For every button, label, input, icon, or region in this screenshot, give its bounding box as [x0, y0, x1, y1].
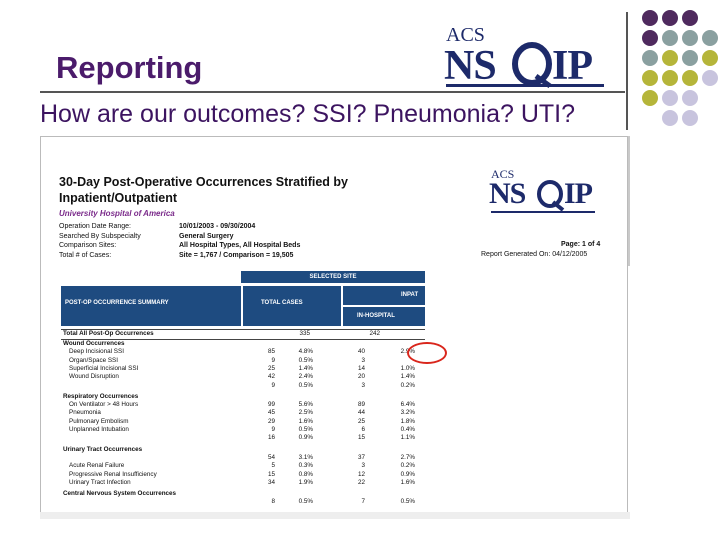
logo-q-icon	[510, 42, 554, 88]
row-inhosp-count: 7	[361, 498, 365, 506]
meta-value: Site = 1,767 / Comparison = 19,505	[179, 251, 294, 259]
meta-value: General Surgery	[179, 232, 234, 240]
dot	[642, 10, 658, 26]
row-inhosp-count: 44	[357, 409, 365, 417]
summary-header	[61, 286, 241, 326]
row-inhosp-pct: 1.8%	[400, 417, 415, 425]
report-logo-brand-left: NS	[489, 177, 526, 210]
inpat-label: INPAT	[401, 292, 419, 298]
row-label: Pneumonia	[69, 409, 101, 417]
dot	[682, 70, 698, 86]
meta-value: 10/01/2003 - 09/30/2004	[179, 223, 256, 230]
group-label: Urinary Tract Occurrences	[63, 445, 143, 453]
row-inhosp-count: 20	[357, 373, 365, 381]
row-count: 5	[271, 462, 275, 470]
group-label: Central Nervous System Occurrences	[63, 490, 177, 498]
report-nsqip-logo	[489, 165, 599, 221]
total-cases-label: TOTAL CASES	[261, 300, 303, 306]
row-label: Superficial Incisional SSI	[69, 364, 139, 372]
row-label: On Ventilator > 48 Hours	[69, 401, 139, 409]
row-inhosp-count: 22	[357, 478, 365, 486]
inhospital-header	[343, 307, 425, 326]
report-title-line1: 30-Day Post-Operative Occurrences Stratified by	[59, 175, 349, 189]
report-page: Page: 1 of 4	[561, 241, 601, 248]
table-row	[61, 434, 425, 443]
total-row-label: Total All Post-Op Occurrences	[63, 330, 154, 337]
report-logo-brand-right: IP	[564, 177, 592, 210]
dot	[682, 90, 698, 106]
row-count: 8	[271, 498, 275, 506]
row-inhosp-pct: 0.4%	[400, 426, 415, 433]
row-count: 34	[267, 478, 275, 486]
logo-brand-left: NS	[444, 43, 496, 89]
dot	[682, 110, 698, 126]
summary-header-label: POST-OP OCCURRENCE SUMMARY	[65, 300, 169, 306]
row-pct: 0.3%	[298, 462, 313, 470]
row-pct: 3.1%	[298, 453, 313, 461]
row-inhosp-count: 89	[357, 401, 365, 409]
dot	[642, 30, 658, 46]
row-pct: 2.4%	[298, 373, 313, 381]
row-inhosp-pct: 3.2%	[400, 409, 415, 417]
row-inhosp-count: 3	[361, 381, 365, 389]
meta-label: Comparison Sites:	[59, 242, 117, 249]
report-document	[40, 136, 628, 518]
inpat-header	[343, 286, 425, 305]
row-count: 99	[267, 401, 275, 409]
table-row	[61, 479, 425, 488]
row-count: 15	[267, 470, 275, 478]
total-row-total: 335	[299, 330, 310, 337]
row-pct: 0.5%	[298, 381, 313, 389]
logo-brand-right: IP	[552, 43, 592, 89]
row-inhosp-pct: 6.4%	[400, 401, 415, 409]
report-hospital: University Hospital of America	[59, 209, 175, 218]
row-pct: 0.5%	[298, 498, 313, 506]
document-footer-strip	[40, 512, 630, 519]
row-count: 54	[267, 453, 275, 461]
group-label: Wound Occurrences	[63, 340, 125, 347]
row-count: 25	[267, 364, 275, 372]
row-pct: 1.9%	[298, 478, 313, 486]
row-label: Deep Incisional SSI	[69, 348, 124, 356]
dot	[682, 30, 698, 46]
row-inhosp-count: 25	[357, 417, 365, 425]
row-label: Pulmonary Embolism	[69, 417, 129, 425]
dot	[662, 30, 678, 46]
row-label: Progressive Renal Insufficiency	[69, 470, 157, 478]
row-count: 9	[271, 356, 275, 364]
row-inhosp-count: 14	[357, 364, 365, 372]
row-count: 42	[267, 373, 275, 381]
selected-site-label: SELECTED SITE	[309, 274, 357, 280]
dot	[702, 70, 718, 86]
dot	[682, 10, 698, 26]
dot	[702, 50, 718, 66]
report-logo-acs-text: ACS	[491, 167, 515, 181]
logo-acs-text: ACS	[446, 24, 485, 46]
total-cases-header	[243, 286, 341, 326]
row-inhosp-count: 3	[361, 462, 365, 470]
dot	[702, 30, 718, 46]
dot	[662, 10, 678, 26]
nsqip-logo	[440, 20, 610, 95]
row-inhosp-pct: 0.2%	[400, 381, 415, 389]
meta-label: Total # of Cases:	[59, 251, 112, 259]
report-logo-underline	[491, 211, 595, 213]
row-count: 85	[267, 348, 275, 356]
report-generated: Report Generated On: 04/12/2005	[481, 251, 588, 258]
row-inhosp-pct: 1.1%	[400, 434, 415, 442]
selected-site-band	[241, 271, 425, 283]
dot	[682, 50, 698, 66]
meta-value: All Hospital Types, All Hospital Beds	[179, 242, 301, 249]
row-label: Acute Renal Failure	[69, 462, 125, 470]
row-inhosp-pct: 1.4%	[400, 373, 415, 381]
row-pct: 1.4%	[298, 364, 313, 372]
row-count: 45	[267, 409, 275, 417]
slide-title: Reporting	[56, 50, 203, 85]
row-inhosp-pct: 0.5%	[400, 498, 415, 506]
dot	[642, 50, 658, 66]
dot	[662, 90, 678, 106]
report-logo-q-icon	[535, 179, 565, 211]
row-inhosp-count: 37	[357, 453, 365, 461]
row-label: Organ/Space SSI	[69, 356, 119, 364]
meta-label: Operation Date Range:	[59, 223, 131, 230]
row-label: Unplanned Intubation	[69, 426, 129, 433]
row-inhosp-pct: 1.6%	[400, 478, 415, 486]
row-pct: 0.8%	[298, 470, 313, 478]
row-label: Wound Disruption	[69, 373, 119, 381]
row-count: 16	[267, 434, 275, 442]
row-count: 9	[271, 381, 275, 389]
slide-subtitle: How are our outcomes? SSI? Pneumonia? UTI?	[40, 100, 575, 128]
total-row	[61, 329, 425, 340]
inhospital-label: IN-HOSPITAL	[357, 313, 395, 319]
row-inhosp-pct: 1.0%	[400, 364, 415, 372]
total-row-inhosp: 242	[369, 330, 380, 337]
row-inhosp-pct: 2.7%	[400, 453, 415, 461]
report-title-line2: Inpatient/Outpatient	[59, 191, 178, 205]
meta-label: Searched By Subspecialty	[59, 232, 141, 240]
row-count: 9	[271, 426, 275, 433]
row-pct: 4.8%	[298, 348, 313, 356]
dot	[642, 70, 658, 86]
row-count: 29	[267, 417, 275, 425]
highlight-circle	[407, 342, 447, 364]
row-inhosp-count: 15	[357, 434, 365, 442]
table-row	[61, 382, 425, 391]
row-pct: 1.6%	[298, 417, 313, 425]
row-label: Urinary Tract Infection	[69, 478, 131, 486]
row-inhosp-count: 40	[357, 348, 365, 356]
row-pct: 0.5%	[298, 426, 313, 433]
row-inhosp-count: 12	[357, 470, 365, 478]
vertical-divider	[626, 12, 628, 130]
row-pct: 0.5%	[298, 356, 313, 364]
row-inhosp-count: 6	[361, 426, 365, 433]
row-pct: 2.5%	[298, 409, 313, 417]
row-pct: 0.9%	[298, 434, 313, 442]
row-inhosp-pct: 2.9%	[400, 348, 415, 356]
row-pct: 5.6%	[298, 401, 313, 409]
dot	[662, 50, 678, 66]
dot	[642, 90, 658, 106]
group-label: Respiratory Occurrences	[63, 392, 139, 400]
row-inhosp-count: 3	[361, 356, 365, 364]
row-inhosp-pct: 0.9%	[400, 470, 415, 478]
dot	[662, 110, 678, 126]
table-row	[61, 498, 425, 507]
row-inhosp-pct: 0.2%	[400, 462, 415, 470]
dot	[662, 70, 678, 86]
